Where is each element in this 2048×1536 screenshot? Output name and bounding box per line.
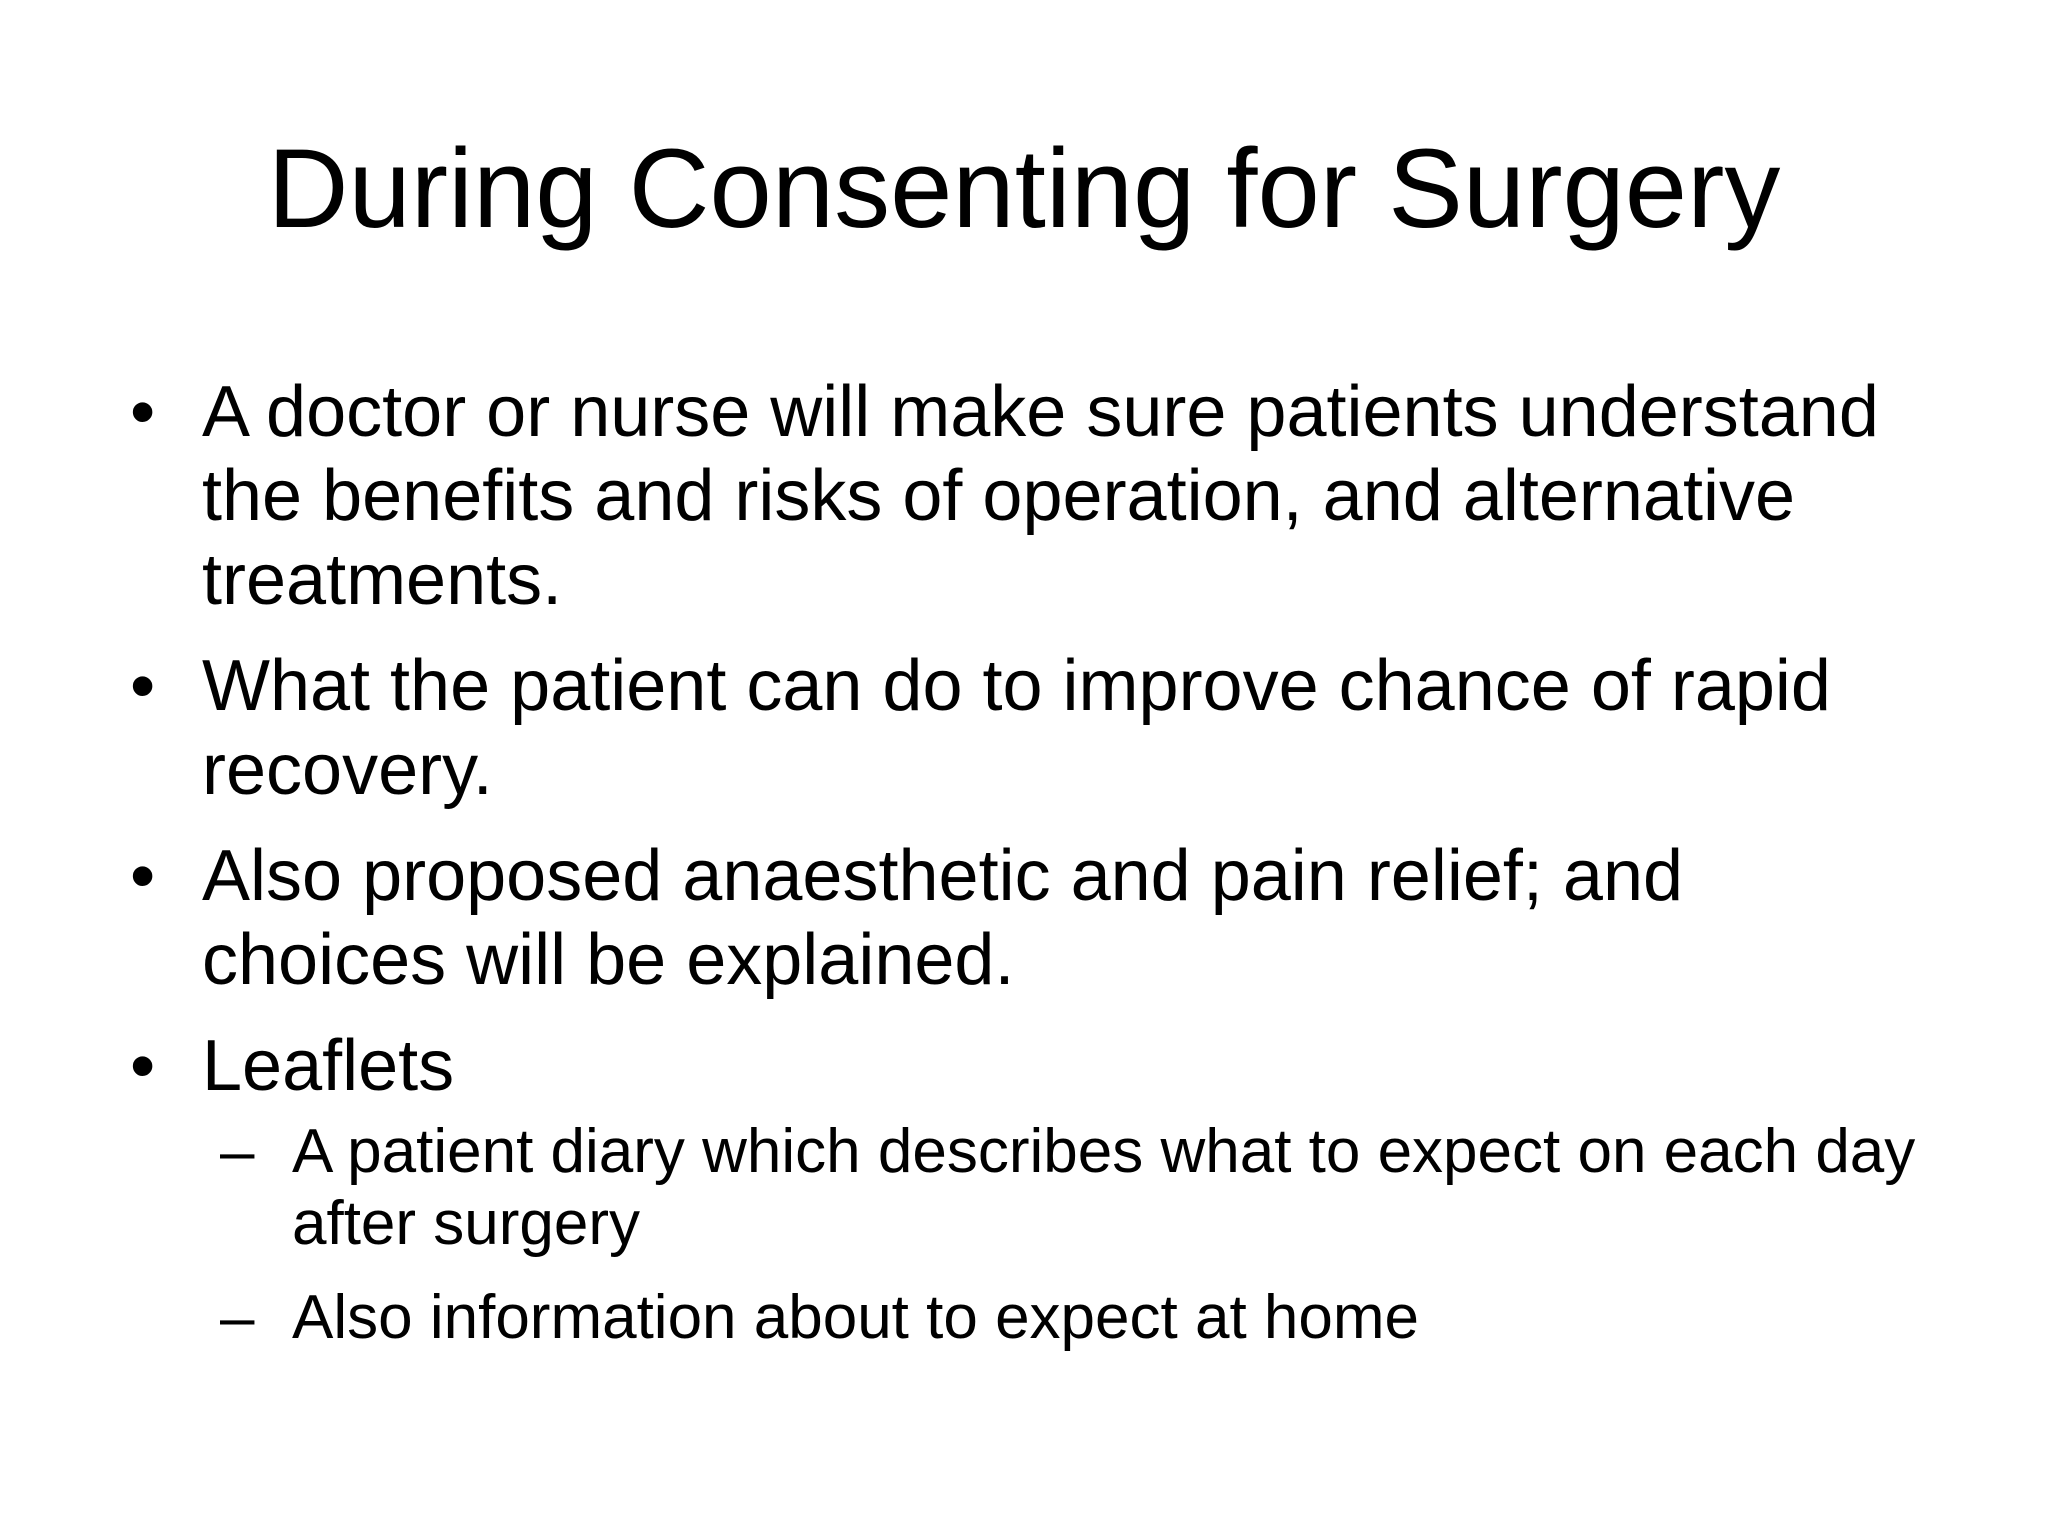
bullet-marker: • xyxy=(130,836,156,916)
bullet-item xyxy=(130,1024,1930,1354)
bullet-list xyxy=(130,370,1930,1376)
sub-bullet-item xyxy=(202,1282,1930,1354)
sub-bullet-text: Also information about to expect at home xyxy=(292,1283,1419,1352)
sub-bullet-text: A patient diary which describes what to expect on each day after surgery xyxy=(292,1117,1916,1258)
bullet-item xyxy=(130,644,1930,812)
sub-bullet-list xyxy=(202,1116,1930,1354)
bullet-marker: • xyxy=(130,1026,156,1106)
sub-bullet-item xyxy=(202,1116,1930,1260)
bullet-item xyxy=(130,834,1930,1002)
bullet-marker: • xyxy=(130,372,156,452)
bullet-text: A doctor or nurse will make sure patients understand the benefits and risks of operation, and alternative treatments. xyxy=(202,372,1879,620)
slide-title: During Consenting for Surgery xyxy=(267,126,1781,251)
bullet-marker: • xyxy=(130,646,156,726)
bullet-text: Leaflets xyxy=(202,1026,455,1106)
bullet-text: Also proposed anaesthetic and pain relief; and choices will be explained. xyxy=(202,836,1684,1000)
bullet-item xyxy=(130,370,1930,622)
bullet-text: What the patient can do to improve chance of rapid recovery. xyxy=(202,646,1831,810)
sub-bullet-marker: – xyxy=(220,1117,255,1186)
sub-bullet-marker: – xyxy=(220,1283,255,1352)
